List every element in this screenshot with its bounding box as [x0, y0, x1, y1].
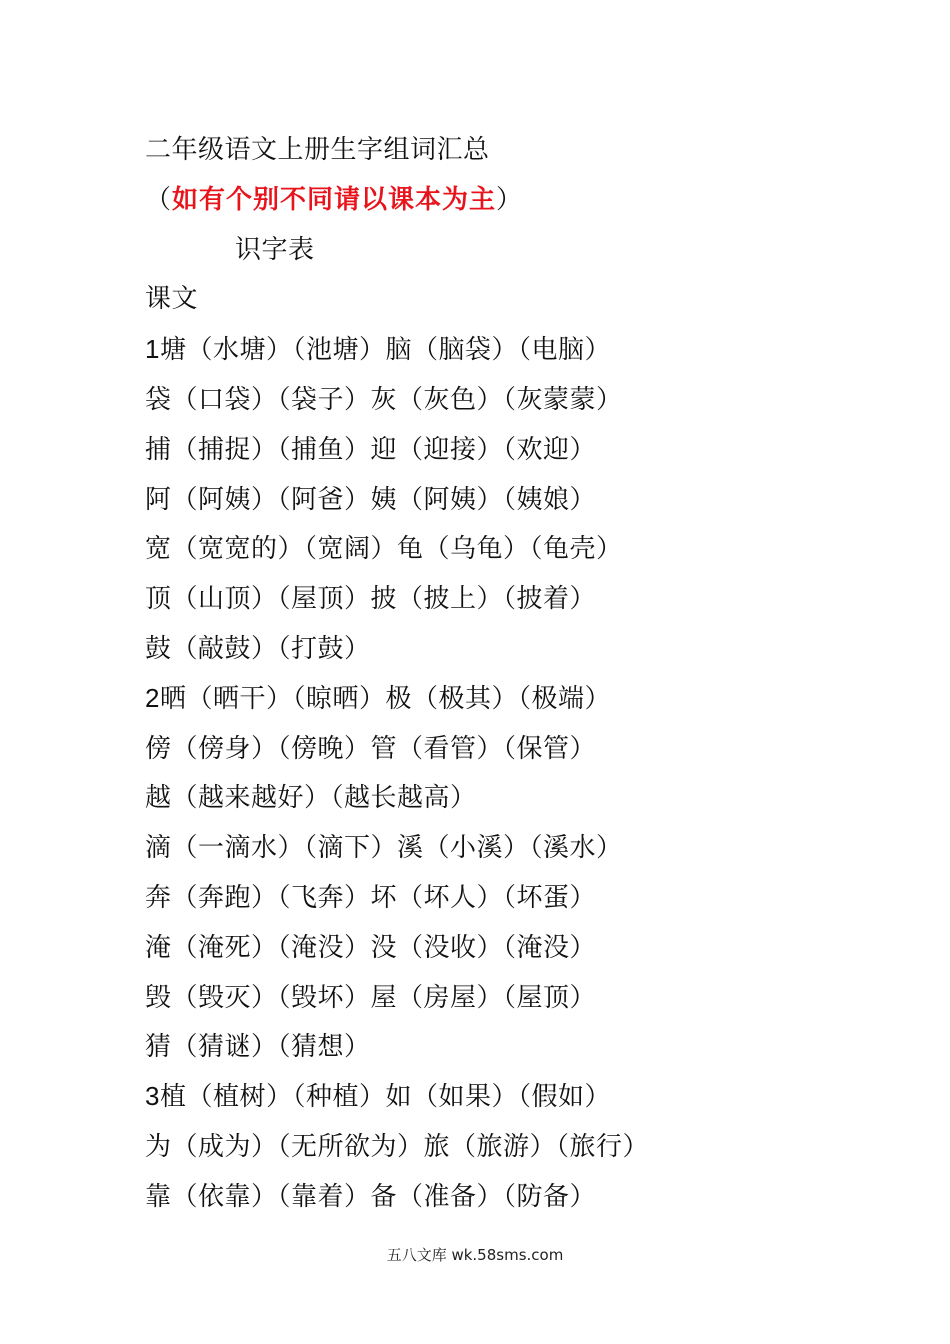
document-title: 二年级语文上册生字组词汇总: [145, 135, 490, 165]
word-line: [145, 1072, 845, 1122]
word-line: [145, 973, 845, 1023]
word-line: [145, 873, 845, 923]
word-line-text: 为（成为）（无所欲为）旅（旅游）（旅行）: [145, 1131, 650, 1162]
word-line-text: 越（越来越好）（越长越高）: [145, 783, 477, 814]
note-text: 如有个别不同请以课本为主: [172, 184, 497, 215]
word-line: [145, 1022, 845, 1072]
word-line: [145, 823, 845, 873]
word-line: [145, 574, 845, 624]
word-line-text: 阿（阿姨）（阿爸）姨（阿姨）（姨娘）: [145, 484, 597, 515]
word-line-text: 顶（山顶）（屋顶）披（披上）（披着）: [145, 584, 597, 615]
word-line-text: 滴（一滴水）（滴下）溪（小溪）（溪水）: [145, 833, 623, 864]
word-list: [145, 325, 845, 1221]
lesson-number: 1: [145, 334, 160, 365]
lesson-number: 3: [145, 1081, 160, 1112]
word-line: [145, 923, 845, 973]
word-line: [145, 773, 845, 823]
word-line: [145, 1122, 845, 1172]
word-line: [145, 724, 845, 774]
word-line: [145, 524, 845, 574]
footer-watermark: 五八文库 wk.58sms.com: [386, 1246, 564, 1264]
word-line-text: 捕（捕捉）（捕鱼）迎（迎接）（欢迎）: [145, 434, 597, 465]
document-body: [145, 126, 845, 1222]
word-line-text: 鼓（敲鼓）（打鼓）: [145, 633, 371, 664]
word-line-text: 塘（水塘）（池塘）脑（脑袋）（电脑）: [159, 335, 611, 366]
word-line-text: 宽（宽宽的）（宽阔）龟（乌龟）（龟壳）: [145, 534, 623, 565]
word-line-text: 袋（口袋）（袋子）灰（灰色）（灰蒙蒙）: [145, 384, 623, 415]
word-line: [145, 475, 845, 525]
word-line: [145, 624, 845, 674]
word-line-text: 淹（淹死）（淹没）没（没收）（淹没）: [145, 932, 597, 963]
word-line-text: 晒（晒干）（晾晒）极（极其）（极端）: [159, 683, 611, 714]
note-close-paren: ）: [496, 184, 524, 215]
document-note: [145, 176, 845, 226]
word-line: [145, 674, 845, 724]
word-line-text: 猜（猜谜）（猜想）: [145, 1032, 371, 1063]
word-line: [145, 375, 845, 425]
subsection-heading: 课文: [145, 284, 199, 315]
note-open-paren: （: [145, 184, 173, 215]
word-line-text: 靠（依靠）（靠着）备（准备）（防备）: [145, 1181, 597, 1212]
word-line: [145, 325, 845, 375]
word-line-text: 毁（毁灭）（毁坏）屋（房屋）（屋顶）: [145, 982, 597, 1013]
word-line: [145, 1172, 845, 1222]
word-line-text: 植（植树）（种植）如（如果）（假如）: [159, 1082, 611, 1113]
word-line-text: 傍（傍身）（傍晚）管（看管）（保管）: [145, 733, 597, 764]
section-heading: 识字表: [235, 234, 315, 265]
word-line: [145, 425, 845, 475]
lesson-number: 2: [145, 682, 160, 713]
word-line-text: 奔（奔跑）（飞奔）坏（坏人）（坏蛋）: [145, 882, 597, 913]
